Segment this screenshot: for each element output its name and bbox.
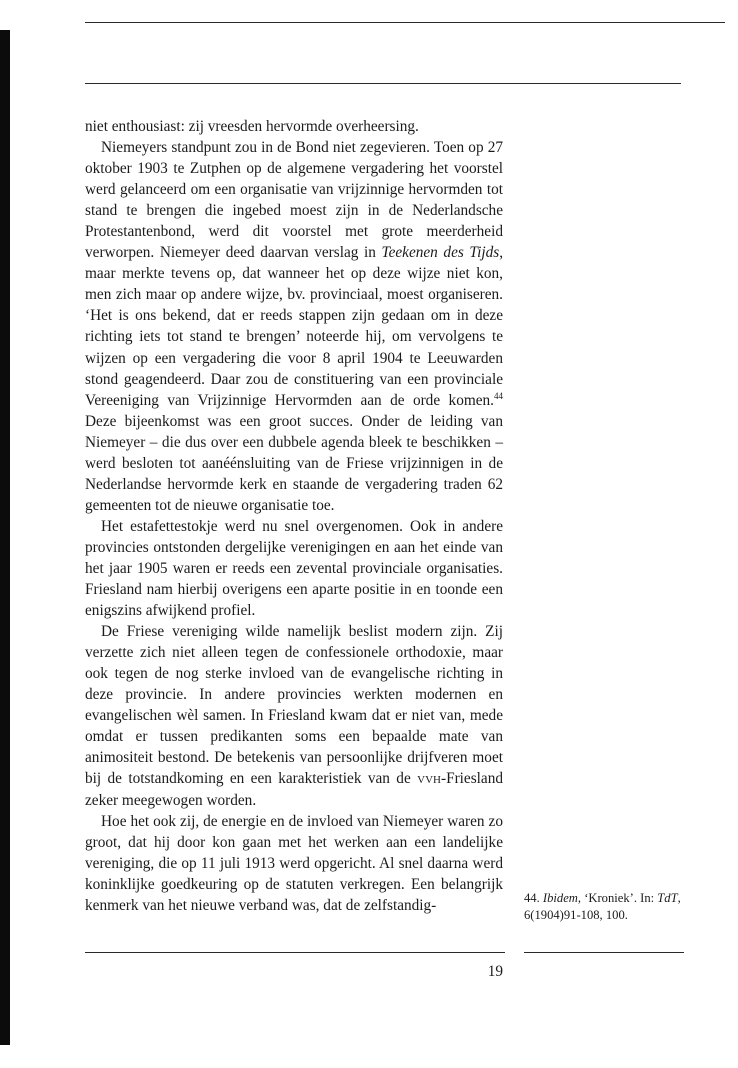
page-number: 19 [487,963,503,980]
paragraph-4 [85,621,503,810]
journal-title-italic: Teekenen des Tijds [381,244,500,262]
paragraph-4-text-a: De Friese vereniging wilde namelijk beslist modern zijn. Zij verzette zich niet alleen tegen de confessionele orthodoxie, maar ook tegen de nog sterke invloed van de evangelische richting in deze provincie. In andere provincies werkten modernen en evangelischen wèl samen. In Friesland kwam dat er niet van, mede omdat er tussen predikanten soms een bepaalde mate van animositeit bestond. De betekenis van persoonlijke drijfveren moet bij de totstandkoming en een karakteristiek van de [85,623,503,788]
footnote-number: 44. [524,891,540,905]
paragraph-2-text-c: Deze bijeenkomst was een groot succes. Onder de leiding van Niemeyer – die dus over een dubbele agenda bleek te beschikken – werd besloten tot aanéénsluiting van de Friese vrijzinnigen in de Nederlandse hervormde kerk en staande de vergadering traden 62 gemeenten tot de nieuwe organisatie toe. [85,412,503,514]
footer-rule-margin [524,952,684,953]
paragraph-4-text-b: -Friesland zeker meegewogen worden. [85,770,503,809]
paragraph-5-text: Hoe het ook zij, de energie en de invloed van Niemeyer waren zo groot, dat hij door kon gaan met het werken aan een landelijke vereniging, die op 11 juli 1913 werd opgericht. Al snel daarna werd koninklijke goedkeuring op de statuten verkregen. Een belangrijk kenmerk van het nieuwe verband was, dat de zelfstandig- [85,812,503,914]
footnote-text-1: , ‘Kroniek’. In: [577,891,655,905]
top-rule [85,22,725,23]
paragraph-2-text-b: , maar merkte tevens op, dat wanneer het op deze wijze niet kon, men zich maar op andere wijze, bv. provinciaal, moest organiseren. ‘Het is ons bekend, dat er reeds stappen zijn gedaan om in deze richting iets tot stand te brengen’ noteerde hij, om vervolgens te wijzen op een vergadering die voor 8 april 1904 te Leeuwarden stond geagendeerd. Daar zou de constituering van een provinciale Vereeniging van Vrijzinnige Hervormden aan de orde komen. [85,244,504,409]
paragraph-3-text: Het estafettestokje werd nu snel overgenomen. Ook in andere provincies ontstonden dergelijke verenigingen en aan het einde van het jaar 1905 waren er reeds een zevental provinciale organisaties. Friesland nam hierbij overigens een aparte positie in en toonde een enigszins afwijkend profiel. [85,517,503,620]
paragraph-3 [85,516,503,621]
header-rule [85,83,681,84]
paragraph-2 [85,137,503,516]
footnote-44 [524,890,694,924]
abbreviation-small-caps: vvh [417,770,441,788]
footnote-reference[interactable]: 44 [494,390,503,401]
paragraph-5 [85,811,503,916]
footnote-journal-abbrev: TdT [657,891,678,905]
footer-rule-main [85,952,505,953]
main-text-column [85,116,503,916]
footnote-text-2: , 6(1904)91-108, 100. [524,891,681,922]
paragraph-1 [85,116,503,137]
footnote-ibidem: Ibidem [542,891,578,905]
paragraph-2-text-a: Niemeyers standpunt zou in de Bond niet zegevieren. Toen op 27 oktober 1903 te Zutphen op de algemene vergadering het voorstel werd gelanceerd om een organisatie van vrijzinnige hervormden tot stand te brengen die ingebed moest zijn in de Nederlandsche Protestantenbond, werd dit voorstel met grote meerderheid verworpen. Niemeyer deed daarvan verslag in [85,139,503,262]
scan-edge-bar [0,30,10,1045]
paragraph-1-text: niet enthousiast: zij vreesden hervormde overheersing. [85,118,419,135]
